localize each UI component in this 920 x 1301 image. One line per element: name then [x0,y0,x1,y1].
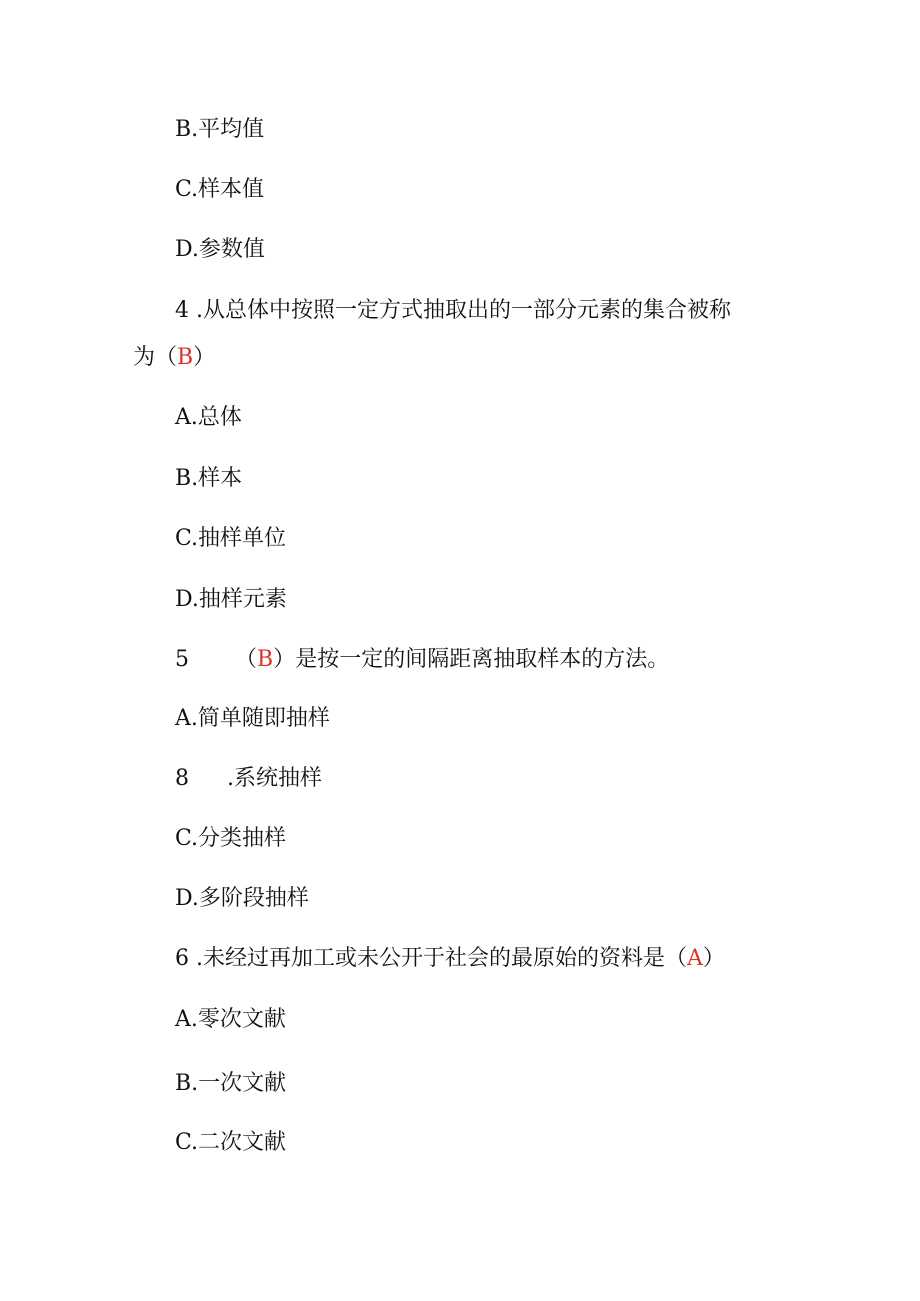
question-4-option-c: C.抽样单位 [175,526,287,551]
question-5-option-b [175,764,322,794]
option-d-parameter-value: D.参数值 [175,237,265,262]
question-5-option-b-text: .系统抽样 [227,766,322,791]
option-b-average: B.平均值 [175,117,265,142]
question-5-answer: B [257,647,274,672]
question-4-option-b: B.样本 [175,466,243,491]
question-6-option-b: B.一次文献 [175,1071,287,1096]
question-5-open-paren: （ [235,647,258,672]
question-6-answer: A [687,946,703,971]
question-6-stem [175,944,725,974]
question-4-answer: B [177,345,194,370]
question-4-close-paren: ） [193,345,216,370]
question-4-stem-tail: 为（ [133,345,178,370]
question-6-close-paren: ） [702,946,725,971]
option-c-sample-value: C.样本值 [175,177,265,202]
question-5-option-a: A.简单随即抽样 [175,706,330,731]
question-5-option-d: D.多阶段抽样 [175,886,309,911]
question-5-option-b-number: 8 [175,766,189,791]
question-4-option-a: A.总体 [175,405,242,430]
question-5-option-c: C.分类抽样 [175,826,287,851]
question-6-option-a: A.零次文献 [175,1007,286,1032]
question-5-number: 5 [175,647,189,672]
question-5-stem [175,645,669,675]
question-4-stem: 4 .从总体中按照一定方式抽取出的一部分元素的集合被称 [175,298,731,323]
question-4-stem-continued [133,343,215,373]
question-5-stem-text: ）是按一定的间隔距离抽取样本的方法。 [273,647,670,672]
question-6-stem-text: 6 .未经过再加工或未公开于社会的最原始的资料是（ [175,946,687,971]
question-6-option-c: C.二次文献 [175,1130,287,1155]
question-4-option-d: D.抽样元素 [175,587,287,612]
